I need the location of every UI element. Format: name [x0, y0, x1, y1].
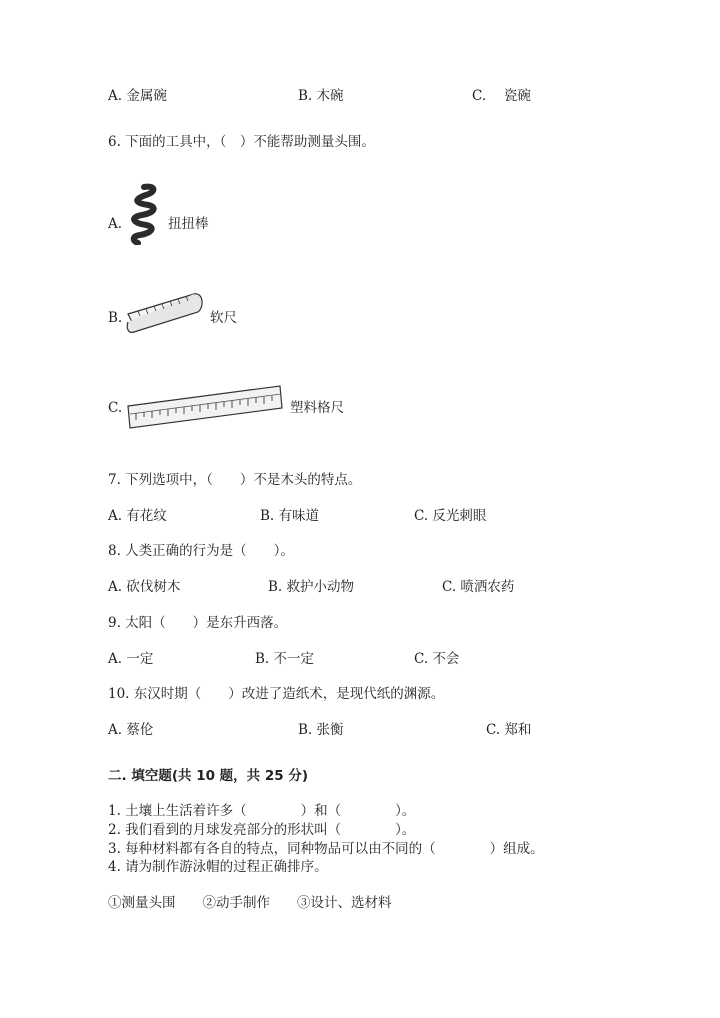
fill-q1: 1. 土壤上生活着许多（ ）和（ ）。	[108, 803, 416, 819]
q5-option-b: B. 木碗	[298, 88, 344, 104]
section-2-heading: 二. 填空题(共 10 题，共 25 分)	[108, 768, 309, 784]
q6-option-b-letter: B.	[108, 310, 123, 326]
q10-stem: 10. 东汉时期（ ）改进了造纸术，是现代纸的渊源。	[108, 686, 445, 702]
q7-stem: 7. 下列选项中，（ ）不是木头的特点。	[108, 472, 362, 488]
q5-option-a: A. 金属碗	[108, 88, 167, 104]
q5-option-c: C. 瓷碗	[472, 88, 531, 104]
twisted-stick-image	[124, 183, 162, 245]
fill-q4: 4. 请为制作游泳帽的过程正确排序。	[108, 859, 328, 875]
q8-option-c: C. 喷洒农药	[442, 579, 515, 595]
fill-q4-steps: ①测量头围 ②动手制作 ③设计、选材料	[108, 895, 392, 911]
q6-option-a-letter: A.	[108, 216, 123, 232]
q6-option-a-text: 扭扭棒	[168, 216, 209, 232]
q9-stem: 9. 太阳（ ）是东升西落。	[108, 615, 288, 631]
q8-stem: 8. 人类正确的行为是（ ）。	[108, 543, 294, 559]
q9-option-c: C. 不会	[414, 651, 460, 667]
fill-q2: 2. 我们看到的月球发亮部分的形状叫（ ）。	[108, 822, 416, 838]
q7-option-c: C. 反光刺眼	[414, 508, 487, 524]
q10-option-a: A. 蔡伦	[108, 722, 154, 738]
q6-stem: 6. 下面的工具中，（ ）不能帮助测量头围。	[108, 134, 375, 150]
q6-option-b-text: 软尺	[210, 310, 237, 326]
plastic-ruler-image	[124, 384, 286, 432]
q7-option-b: B. 有味道	[260, 508, 320, 524]
q7-option-a: A. 有花纹	[108, 508, 167, 524]
q10-option-b: B. 张衡	[298, 722, 344, 738]
q6-option-c-text: 塑料格尺	[290, 400, 344, 416]
q8-option-b: B. 救护小动物	[268, 579, 355, 595]
q6-option-c-letter: C.	[108, 400, 123, 416]
q9-option-b: B. 不一定	[255, 651, 315, 667]
q10-option-c: C. 郑和	[486, 722, 532, 738]
fill-q3: 3. 每种材料都有各自的特点，同种物品可以由不同的（ ）组成。	[108, 841, 544, 857]
tape-measure-image	[124, 286, 206, 336]
q9-option-a: A. 一定	[108, 651, 154, 667]
q8-option-a: A. 砍伐树木	[108, 579, 181, 595]
